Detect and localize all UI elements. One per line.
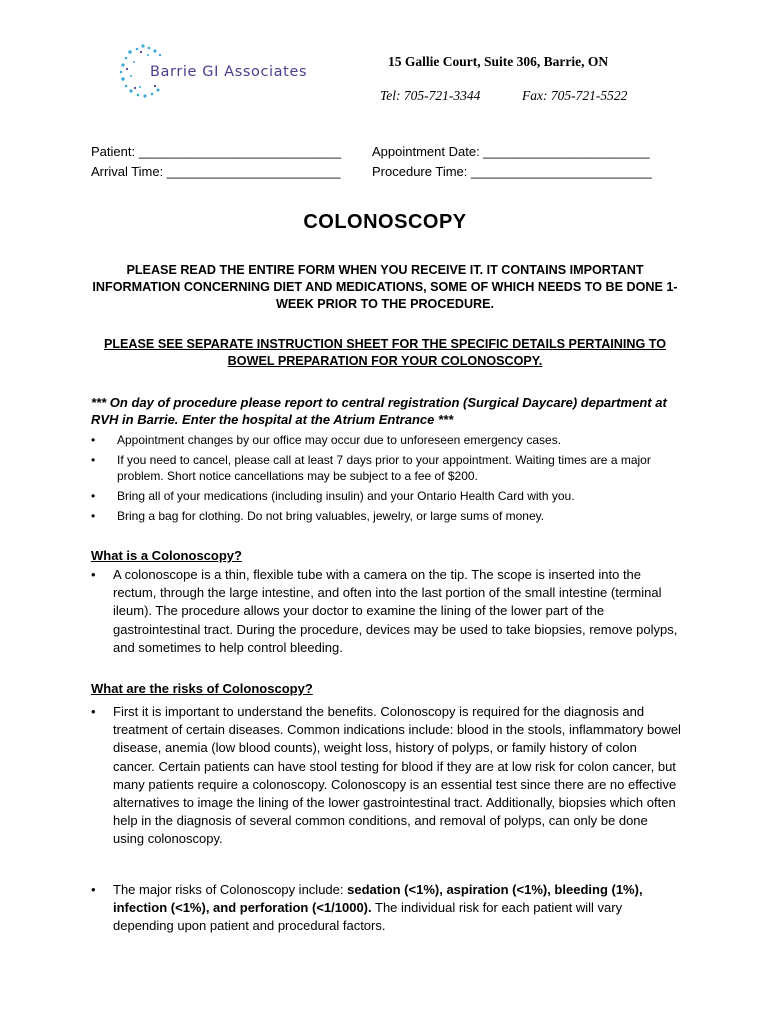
clinic-telephone: Tel: 705-721-3344 — [380, 88, 481, 103]
risks-percentages: sedation (<1%), aspiration (<1%), bleeding (1%), infection (<1%), and perforation (<1/1000). — [113, 882, 643, 916]
section-heading-risks: What are the risks of Colonoscopy? — [91, 681, 313, 696]
logo-text: Barrie GI Associates — [150, 64, 308, 80]
bullet-icon: • — [91, 433, 96, 447]
benefits-item — [91, 703, 681, 849]
bullet-icon: • — [91, 453, 96, 467]
bullet-icon: • — [91, 489, 96, 503]
bullet-icon: • — [91, 704, 96, 719]
arrival-time-field: Arrival Time: ________________________ — [91, 164, 341, 179]
instruction-text: Bring all of your medications (including insulin) and your Ontario Health Card with you. — [117, 489, 575, 503]
instruction-text: If you need to cancel, please call at least 7 days prior to your appointment. Waiting times are a major problem. Short notice cancellations may be subject to a fee of $200. — [117, 453, 651, 483]
read-form-notice: PLEASE READ THE ENTIRE FORM WHEN YOU RECEIVE IT. IT CONTAINS IMPORTANT INFORMATION CONCERNING DIET AND MEDICATIONS, SOME OF WHICH NEEDS TO BE DONE 1-WEEK PRIOR TO THE PROCEDURE. — [92, 263, 678, 311]
risks-conclusion: The individual risk for each patient will vary depending upon patient and procedural factors. — [113, 900, 623, 934]
clinic-address: 15 Gallie Court, Suite 306, Barrie, ON — [388, 54, 609, 69]
benefits-text: First it is important to understand the benefits. Colonoscopy is required for the diagnosis and treatment of certain diseases. Common indications include: blood in the stools, inflammatory bowel disease, anemia (low blood counts), weight loss, history of polyps, or family history of colon cancer. Certain patients can have stool testing for blood if they are at low risk for colon cancer, but many patients require a colonoscopy. Colonoscopy is an essential test since there are no effective alternatives to image the lining of the lower gastrointestinal tract. Additionally, biopsies which often help in the diagnosis of several common conditions, and removal of polyps, can only be done using colonoscopy. — [113, 704, 681, 847]
risks-text — [113, 881, 681, 936]
instruction-item — [91, 509, 681, 525]
risks-intro: The major risks of Colonoscopy include: — [113, 882, 348, 897]
page-title: COLONOSCOPY — [303, 211, 467, 233]
colonoscopy-description-text: A colonoscope is a thin, flexible tube with a camera on the tip. The scope is inserted into the rectum, through the large intestine, and often into the last portion of the small intestine (terminal ileum). The procedure allows your doctor to examine the lining of the lower part of the gastrointestinal tract. During the procedure, devices may be used to take biopsies, remove polyps, and sometimes to help control bleeding. — [113, 567, 678, 655]
instruction-text: Appointment changes by our office may occur due to unforeseen emergency cases. — [117, 433, 562, 447]
instruction-item — [91, 453, 681, 484]
procedure-day-instructions: *** On day of procedure please report to central registration (Surgical Daycare) department at RVH in Barrie. Enter the hospital at the Atrium Entrance *** — [91, 395, 667, 427]
barrie-gi-logo — [112, 40, 332, 104]
instruction-item — [91, 433, 681, 449]
clinic-fax: Fax: 705-721-5522 — [522, 88, 628, 103]
bowel-prep-notice: PLEASE SEE SEPARATE INSTRUCTION SHEET FOR THE SPECIFIC DETAILS PERTAINING TO BOWEL PREPARATION FOR YOUR COLONOSCOPY. — [103, 337, 667, 368]
instruction-text: Bring a bag for clothing. Do not bring valuables, jewelry, or large sums of money. — [117, 509, 545, 523]
bullet-icon: • — [91, 509, 96, 523]
appointment-date-field: Appointment Date: _______________________ — [372, 144, 650, 159]
procedure-time-field: Procedure Time: _________________________ — [372, 164, 652, 179]
instruction-item — [91, 489, 681, 505]
bullet-icon: • — [91, 882, 96, 897]
section-heading-what-is: What is a Colonoscopy? — [91, 548, 242, 563]
risks-item — [91, 881, 681, 936]
patient-field: Patient: ____________________________ — [91, 144, 342, 159]
bullet-icon: • — [91, 567, 96, 582]
colonoscopy-description-item — [91, 566, 681, 657]
